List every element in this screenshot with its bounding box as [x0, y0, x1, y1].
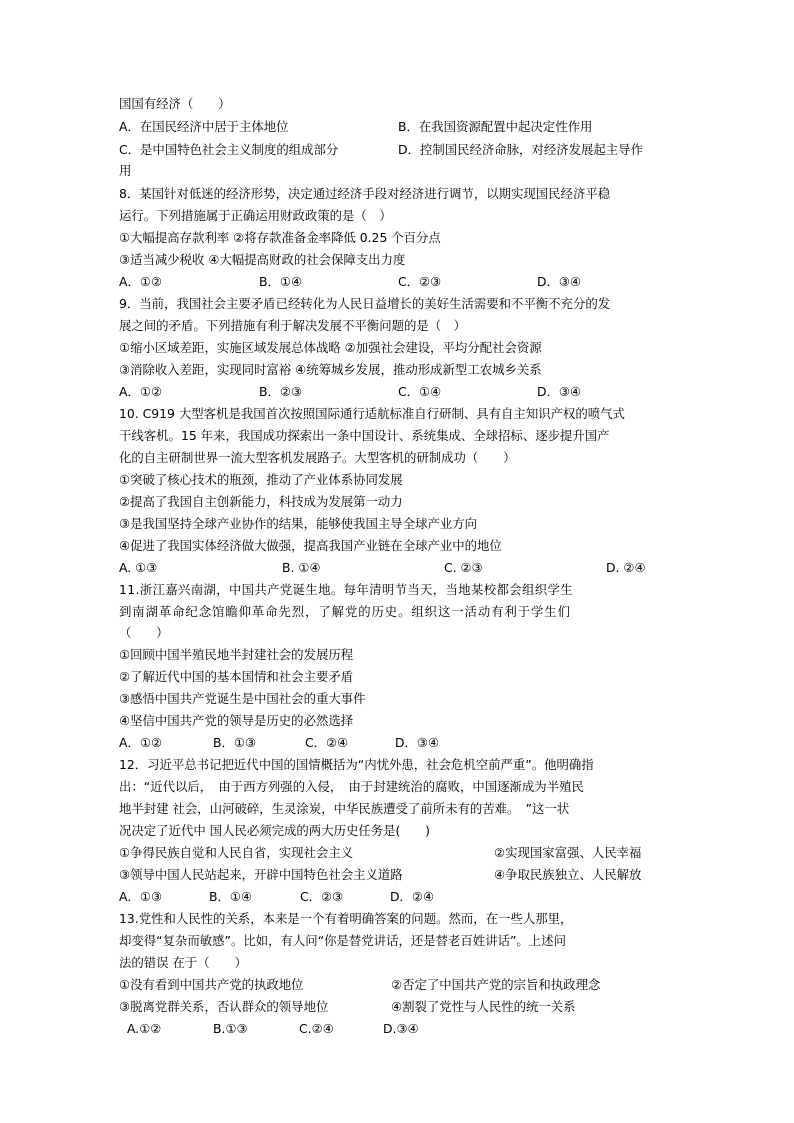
q12-option-a: A．①③: [119, 889, 163, 904]
q10-stem-line-1: 10. C919 大型客机是我国首次按照国际通行适航标准自行研制、具有自主知识产权的喷气式: [119, 406, 625, 421]
q11-item-1: ①回顾中国半殖民地半封建社会的发展历程: [119, 647, 354, 662]
q10-item-1: ①突破了核心技术的瓶颈，推动了产业体系协同发展: [119, 472, 403, 487]
q11-item-4: ④坚信中国共产党的领导是历史的必然选择: [119, 713, 354, 728]
q10-option-b: B. ①④: [282, 560, 321, 575]
q12-stem-line-2: 出：“近代以后， 由于西方列强的入侵， 由于封建统治的腐败，中国逐渐成为半殖民: [119, 779, 584, 794]
q12-item-3: ③领导中国人民站起来，开辟中国特色社会主义道路: [119, 867, 403, 882]
q8-option-b: B．①④: [259, 274, 303, 289]
q11-stem-line-3: （ ）: [119, 625, 169, 640]
q10-item-3: ③是我国坚持全球产业协作的结果，能够使我国主导全球产业方向: [119, 516, 478, 531]
q12-item-1: ①争得民族自觉和人民自省，实现社会主义: [119, 845, 354, 860]
q13-option-d: D.③④: [383, 1021, 419, 1036]
q12-answer-row: [119, 888, 675, 906]
q13-item-2: ②否定了中国共产党的宗旨和执政理念: [391, 977, 601, 992]
q8-item-line-2: ③适当减少税收 ④大幅提高财政的社会保障支出力度: [119, 252, 406, 267]
q13-item-4: ④割裂了党性与人民性的统一关系: [391, 999, 576, 1014]
q12-option-c: C．②③: [300, 889, 344, 904]
q9-option-d: D．③④: [537, 384, 582, 399]
q10-item-2: ②提高了我国自主创新能力，科技成为发展第一动力: [119, 494, 403, 509]
q13-stem-line-3: 法的错误 在于（ ）: [119, 955, 247, 970]
q12-item-4: ④争取民族独立、人民解放: [494, 867, 642, 882]
q13-item-1: ①没有看到中国共产党的执政地位: [119, 977, 304, 992]
q12-item-2: ②实现国家富强、人民幸福: [494, 845, 642, 860]
q8-item-line-1: ①大幅提高存款利率 ②将存款准备金率降低 0.25 个百分点: [119, 230, 441, 245]
q8-stem-line-1: 8．某国针对低迷的经济形势，决定通过经济手段对经济进行调节，以期实现国民经济平稳: [119, 186, 611, 201]
q12-stem-line-4: 况决定了近代中 国人民必须完成的两大历史任务是( ): [119, 823, 430, 838]
q8-option-a: A．①②: [119, 274, 163, 289]
q12-items-row-2: [119, 866, 675, 884]
q13-option-b: B.①③: [213, 1021, 248, 1036]
q11-option-b: B．①③: [213, 735, 257, 750]
q13-stem-line-1: 13.党性和人民性的关系，本来是一个有着明确答案的问题。然而，在一些人那里，: [119, 911, 573, 926]
q10-option-a: A. ①③: [119, 560, 158, 575]
q13-option-a: A.①②: [127, 1021, 162, 1036]
q7-option-d: D．控制国民经济命脉，对经济发展起主导作: [398, 142, 643, 157]
q9-stem-line-2: 展之间的矛盾。下列措施有利于解决发展不平衡问题的是（ ）: [119, 318, 466, 333]
q13-stem-line-2: 却变得“复杂而敏感”。比如，有人问“你是替党讲话，还是替老百姓讲话”。上述问: [119, 933, 566, 948]
q12-stem-line-3: 地半封建 社会，山河破碎，生灵涂炭，中华民族遭受了前所未有的苦难。 ”这一状: [119, 801, 570, 816]
q8-answer-row: [119, 273, 675, 291]
q11-option-d: D．③④: [395, 735, 440, 750]
q13-items-row-2: [119, 998, 675, 1016]
q8-stem-line-2: 运行。下列措施属于正确运用财政政策的是（ ）: [119, 208, 392, 223]
q8-option-d: D．③④: [537, 274, 582, 289]
q9-item-line-2: ③消除收入差距，实现同时富裕 ④统筹城乡发展，推动形成新型工农城乡关系: [119, 362, 542, 377]
q9-option-b: B．②③: [259, 384, 303, 399]
q10-stem-line-3: 化的自主研制世界一流大型客机发展路子。大型客机的研制成功（ ）: [119, 450, 516, 465]
q11-item-3: ③感悟中国共产党诞生是中国社会的重大事件: [119, 691, 366, 706]
q7-option-c: C．是中国特色社会主义制度的组成部分: [119, 142, 339, 157]
q11-stem-line-2: 到南湖革命纪念馆瞻仰革命先烈，了解党的历史。组织这一活动有利于学生们: [119, 604, 571, 619]
q11-option-a: A．①②: [119, 735, 163, 750]
q9-answer-row: [119, 383, 675, 401]
q10-option-d: D. ②④: [606, 560, 646, 575]
q11-item-2: ②了解近代中国的基本国情和社会主要矛盾: [119, 669, 354, 684]
q7-options-row-1: [119, 118, 675, 136]
q9-option-a: A．①②: [119, 384, 163, 399]
q7-option-a: A．在国民经济中居于主体地位: [119, 119, 289, 134]
q8-option-c: C．②③: [398, 274, 442, 289]
q7-stem: 国国有经济（ ）: [119, 96, 231, 111]
q9-item-line-1: ①缩小区域差距，实施区域发展总体战略 ②加强社会建设，平均分配社会资源: [119, 340, 542, 355]
q7-option-d-cont: 用: [119, 163, 132, 178]
q7-options-row-2: [119, 141, 675, 159]
q10-answer-row: [119, 559, 675, 577]
q13-answer-row: [119, 1020, 675, 1038]
q10-stem-line-2: 干线客机。15 年来，我国成功探索出一条中国设计、系统集成、全球招标、逐步提升国产: [119, 428, 610, 443]
q13-items-row-1: [119, 976, 675, 994]
q10-item-4: ④促进了我国实体经济做大做强，提高我国产业链在全球产业中的地位: [119, 538, 502, 553]
q12-option-b: B．①④: [209, 889, 253, 904]
q12-stem-line-1: 12．习近平总书记把近代中国的国情概括为“内忧外患，社会危机空前严重”。他明确指: [119, 757, 594, 772]
q11-answer-row: [119, 734, 675, 752]
q13-option-c: C.②④: [299, 1021, 334, 1036]
q13-item-3: ③脱离党群关系，否认群众的领导地位: [119, 999, 329, 1014]
q12-items-row-1: [119, 844, 675, 862]
q10-option-c: C. ②③: [444, 560, 483, 575]
q11-stem-line-1: 11.浙江嘉兴南湖，中国共产党诞生地。每年清明节当天，当地某校都会组织学生: [119, 582, 573, 597]
q7-option-b: B．在我国资源配置中起决定性作用: [398, 119, 593, 134]
q11-option-c: C．②④: [305, 735, 349, 750]
q12-option-d: D．②④: [390, 889, 435, 904]
q9-option-c: C．①④: [398, 384, 442, 399]
q9-stem-line-1: 9．当前，我国社会主要矛盾已经转化为人民日益增长的美好生活需要和不平衡不充分的发: [119, 296, 611, 311]
